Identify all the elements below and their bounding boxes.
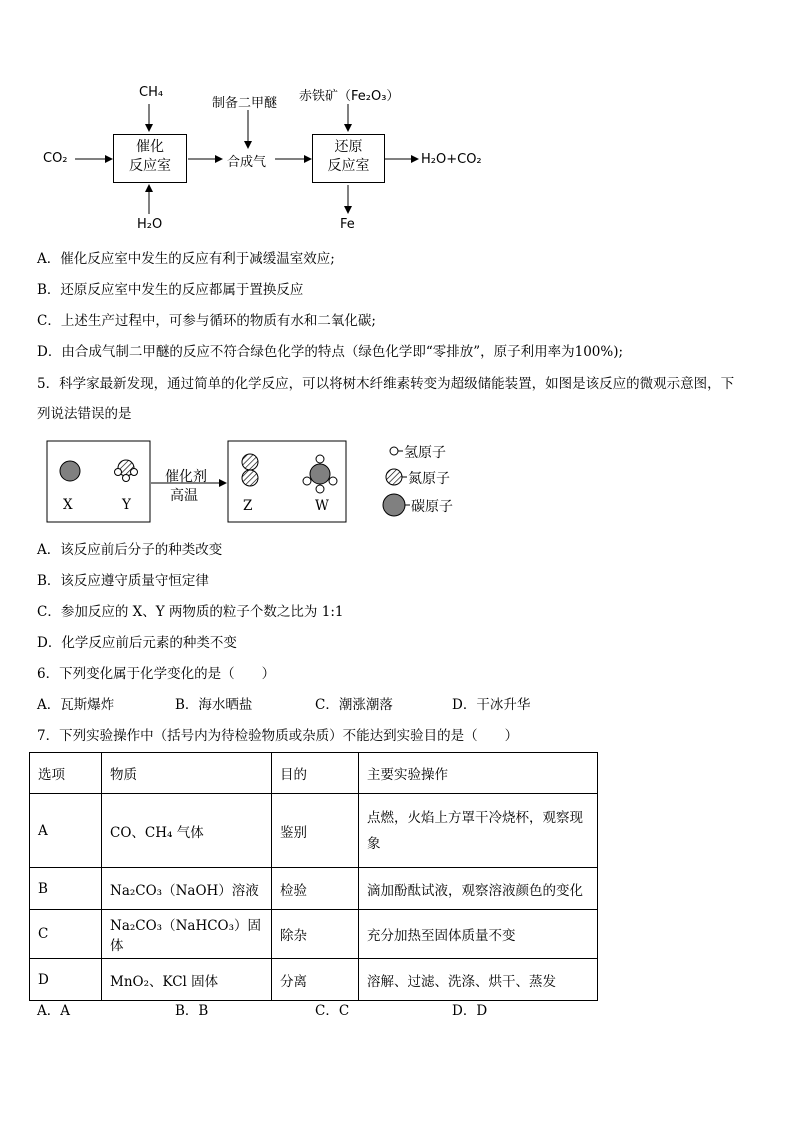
- q6-stem: 6．下列变化属于化学变化的是（ ）: [37, 666, 276, 682]
- cell-purpose: 检验: [272, 868, 359, 910]
- q4-option-d: D．由合成气制二甲醚的反应不符合绿色化学的特点（绿色化学即“零排放”，原子利用率为100%);: [37, 344, 624, 360]
- reaction-diagram: [0, 430, 794, 530]
- legend-hydrogen: 氢原子: [404, 445, 446, 461]
- q5-option-d: D．化学反应前后元素的种类不变: [37, 635, 237, 651]
- reduction-reactor-box: [312, 134, 385, 183]
- cell-substance: MnO₂、KCl 固体: [102, 959, 272, 1001]
- table-row: [30, 910, 598, 959]
- cell-operation: 点燃，火焰上方罩干冷烧杯，观察现象: [359, 794, 598, 868]
- cell-substance: CO、CH₄ 气体: [102, 794, 272, 868]
- q5-stem-line1: 5．科学家最新发现，通过简单的化学反应，可以将树木纤维素转变为超级储能装置，如图是该反应的微观示意图，下: [37, 376, 735, 392]
- catalyst-label: 催化剂: [165, 469, 207, 485]
- cell-purpose: 分离: [272, 959, 359, 1001]
- q6-option-a: A．瓦斯爆炸: [37, 697, 115, 713]
- q7-option-b: B．B: [175, 1003, 209, 1019]
- table-row: [30, 868, 598, 910]
- label-w: W: [315, 498, 329, 514]
- cell-operation: 滴加酚酞试液，观察溶液颜色的变化: [359, 868, 598, 910]
- q7-option-a: A．A: [37, 1003, 70, 1019]
- flow-ch4: CH₄: [139, 85, 164, 100]
- flow-co2: CO₂: [43, 151, 68, 166]
- cell-operation: 充分加热至固体质量不变: [359, 910, 598, 959]
- header-option: 选项: [30, 753, 102, 794]
- flow-prep-label: 制备二甲醚: [212, 96, 278, 111]
- cell-substance: Na₂CO₃（NaHCO₃）固体: [102, 910, 272, 959]
- flow-syngas: 合成气: [227, 155, 267, 170]
- cell-substance: Na₂CO₃（NaOH）溶液: [102, 868, 272, 910]
- legend-nitrogen: 氮原子: [408, 471, 450, 487]
- flow-output: H₂O+CO₂: [421, 152, 482, 167]
- catalytic-reactor-box: [113, 134, 187, 183]
- table-row: [30, 959, 598, 1001]
- flow-fe: Fe: [340, 217, 355, 232]
- temperature-label: 高温: [170, 488, 198, 504]
- q6-option-d: D．干冰升华: [452, 697, 531, 713]
- cell-operation: 溶解、过滤、洗涤、烘干、蒸发: [359, 959, 598, 1001]
- q5-stem-line2: 列说法错误的是: [37, 406, 132, 422]
- q7-table: [29, 752, 598, 1001]
- q6-option-b: B．海水晒盐: [175, 697, 253, 713]
- cell-option: C: [30, 910, 102, 959]
- q4-option-b: B．还原反应室中发生的反应都属于置换反应: [37, 282, 304, 298]
- header-purpose: 目的: [272, 753, 359, 794]
- cell-option: B: [30, 868, 102, 910]
- label-z: Z: [243, 498, 253, 514]
- q7-option-d: D．D: [452, 1003, 488, 1019]
- q4-option-a: A．催化反应室中发生的反应有利于减缓温室效应;: [37, 251, 335, 267]
- header-substance: 物质: [102, 753, 272, 794]
- cell-purpose: 除杂: [272, 910, 359, 959]
- box1-line1: 催化: [136, 139, 164, 155]
- q5-option-b: B．该反应遵守质量守恒定律: [37, 573, 209, 589]
- table-header-row: [30, 753, 598, 794]
- header-operation: 主要实验操作: [359, 753, 598, 794]
- box2-line2: 反应室: [327, 158, 370, 174]
- q5-option-c: C．参加反应的 X、Y 两物质的粒子个数之比为 1:1: [37, 604, 344, 620]
- label-x: X: [63, 497, 73, 513]
- cell-purpose: 鉴别: [272, 794, 359, 868]
- flow-h2o: H₂O: [137, 217, 163, 232]
- box2-line1: 还原: [334, 139, 363, 155]
- legend-carbon: 碳原子: [411, 499, 453, 515]
- q4-option-c: C．上述生产过程中，可参与循环的物质有水和二氧化碳;: [37, 313, 376, 329]
- q7-option-c: C．C: [315, 1003, 350, 1019]
- box1-line2: 反应室: [129, 158, 171, 174]
- table-row: [30, 794, 598, 868]
- cell-option: D: [30, 959, 102, 1001]
- q5-option-a: A．该反应前后分子的种类改变: [37, 542, 223, 558]
- q7-stem: 7．下列实验操作中（括号内为待检验物质或杂质）不能达到实验目的是（ ）: [37, 728, 519, 744]
- flow-ore: 赤铁矿（Fe₂O₃）: [299, 89, 400, 104]
- label-y: Y: [122, 497, 131, 513]
- cell-option: A: [30, 794, 102, 868]
- q6-option-c: C．潮涨潮落: [315, 697, 393, 713]
